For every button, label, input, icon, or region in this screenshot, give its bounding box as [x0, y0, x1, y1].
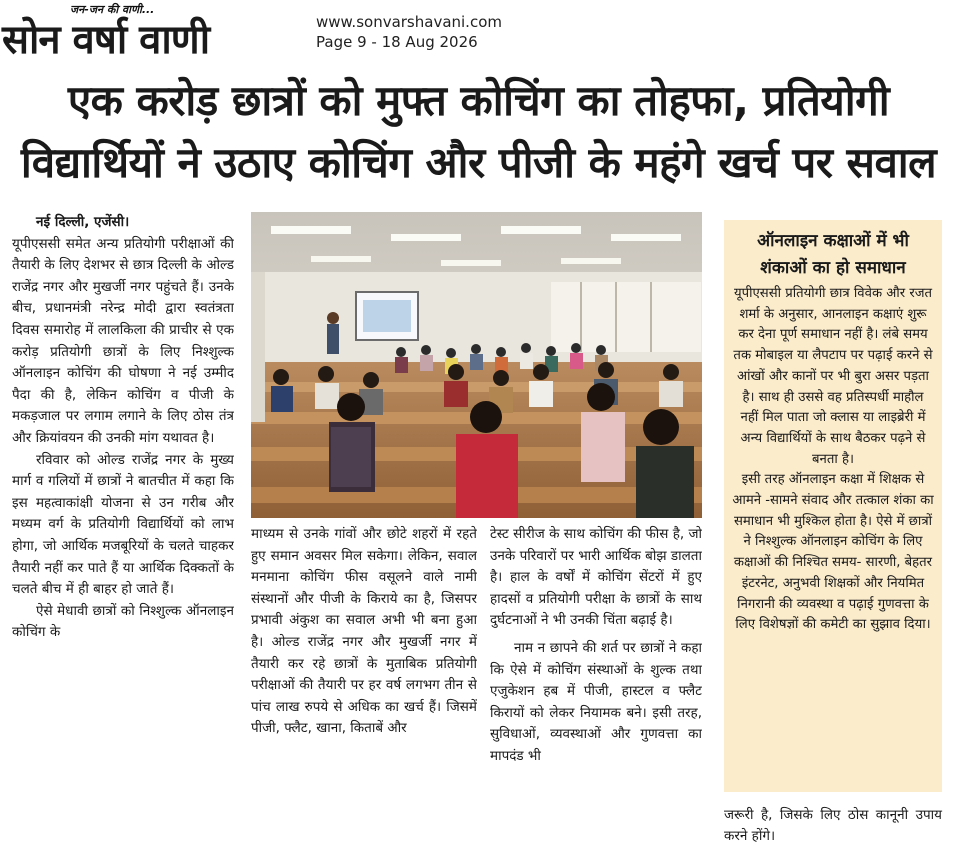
sidebar-paragraph-1: यूपीएससी प्रतियोगी छात्र विवेक और रजत शर्मा के अनुसार, आनलाइन कक्षाएं शुरू कर देना पूर्ण समाधान नहीं है। लंबे समय तक मोबाइल या लैपटाप पर पढ़ाई करने से आंखों और कानों पर भी बुरा असर पड़ता है। साथ ही उससे वह प्रतिस्पर्धी माहौल नहीं मिल पाता जो क्लास या लाइब्रेरी में अन्य विद्यार्थियों के साथ बैठकर पढ़ने से बनता है।	[733, 286, 933, 467]
page-date: Page 9 - 18 Aug 2026	[316, 33, 478, 51]
sidebar-paragraph-2: इसी तरह ऑनलाइन कक्षा में शिक्षक से आमने -सामने संवाद और तत्काल शंका का समाधान भी मुश्किल होता है। ऐसे में छात्रों ने निश्शुल्क ऑनलाइन कोचिंग के लिए कक्षाओं की निश्चित समय- सारणी, बेहतर इंटरनेट, अनुभवी शिक्षकों और नियमित निगरानी की व्यवस्था व पढ़ाई गुणवत्ता के लिए विशेषज्ञों की कमेटी का सुझाव दिया।	[732, 472, 934, 633]
newspaper-logo	[2, 0, 302, 63]
sidebar-body	[732, 284, 934, 636]
logo-tagline: जन-जन की वाणी...	[70, 3, 155, 16]
publication-info	[316, 12, 502, 52]
sidebar-title: ऑनलाइन कक्षाओं में भी शंकाओं का हो समाधान	[757, 231, 909, 278]
article-paragraph-2: रविवार को ओल्ड राजेंद्र नगर के मुख्य मार्ग व गलियों में छात्रों ने बातचीत में कहा कि इस महत्वाकांक्षी योजना से उन गरीब और मध्यम वर्ग के प्रतियोगी विद्यार्थियों को लाभ होगा, जो आर्थिक मजबूरियों के चलते चाहकर तैयारी नहीं कर पाते हैं या आर्थिक दिक्कतों के चलते बीच में ही बाहर हो जाते हैं।	[12, 451, 234, 598]
article-paragraph-3c: टेस्ट सीरीज के साथ कोचिंग की फीस है, जो उनके परिवारों पर भारी आर्थिक बोझ डालता है। हाल के वर्षों में कोचिंग सेंटरों में हुए हादसों व प्रतियोगी परीक्षा के छात्रों के साथ दुर्घटनाओं ने भी उनकी चिंता बढ़ाई है।	[490, 526, 702, 629]
headline-line-1: एक करोड़ छात्रों को मुफ्त कोचिंग का तोहफा, प्रतियोगी	[67, 76, 890, 125]
headline-line-2: विद्यार्थियों ने उठाए कोचिंग और पीजी के महंगे खर्च पर सवाल	[20, 138, 937, 187]
classroom-photo	[251, 212, 702, 518]
article-column-1	[12, 212, 234, 857]
article-tail: जरूरी है, जिसके लिए ठोस कानूनी उपाय करने होंगे।	[724, 807, 942, 844]
website-url: www.sonvarshavani.com	[316, 13, 502, 31]
article-paragraph-3b: माध्यम से उनके गांवों और छोटे शहरों में रहते हुए समान अवसर मिल सकेगा। लेकिन, सवाल मनमाना कोचिंग फीस वसूलने वाले नामी संस्थानों और पीजी के किराये का है, जिसपर प्रभावी अंकुश का सवाल अभी भी बना हुआ है। ओल्ड राजेंद्र नगर और मुखर्जी नगर में तैयारी कर रहे छात्रों के मुताबिक प्रतियोगी परीक्षाओं की तैयारी पर हर वर्ष लगभग तीन से पांच लाख रुपये से अधिक का खर्च हैं। जिसमें पीजी, फ्लैट, खाना, किताबें और	[251, 526, 477, 737]
headline	[0, 70, 957, 194]
dateline: नई दिल्ली, एजेंसी।	[36, 214, 130, 230]
article-paragraph-3a: ऐसे मेधावी छात्रों को निश्शुल्क ऑनलाइन कोचिंग के	[12, 602, 234, 641]
article-paragraph-1: यूपीएससी समेत अन्य प्रतियोगी परीक्षाओं की तैयारी के लिए देशभर से छात्र दिल्ली के ओल्ड राजेंद्र नगर और मुखर्जी नगर पहुंचते हैं। उनके बीच, प्रधानमंत्री नरेन्द्र मोदी द्वारा स्वतंत्रता दिवस समारोह में लालकिला की प्राचीर से एक करोड़ प्रतियोगी छात्रों के लिए निश्शुल्क ऑनलाइन कोचिंग की घोषणा ने नई उम्मीद पैदा की है, लेकिन कोचिंग व पीजी के मकड़जाल पर लगाम लगाने के लिए ठोस तंत्र और क्रियांवयन की उनकी मांग यथावत है।	[12, 235, 234, 446]
article-paragraph-4: नाम न छापने की शर्त पर छात्रों ने कहा कि ऐसे में कोचिंग संस्थाओं के शुल्क तथा एजुकेशन हब में पीजी, हास्टल व फ्लैट किरायों को लेकर नियामक बने। इसी तरह, सुविधाओं, व्यवस्थाओं और गुणवत्ता का मापदंड भी	[490, 639, 702, 764]
article-column-3	[490, 524, 702, 857]
newspaper-name: सोन वर्षा वाणी	[2, 17, 210, 63]
article-column-2	[251, 524, 477, 857]
sidebar-box	[724, 220, 942, 792]
masthead	[0, 0, 957, 62]
